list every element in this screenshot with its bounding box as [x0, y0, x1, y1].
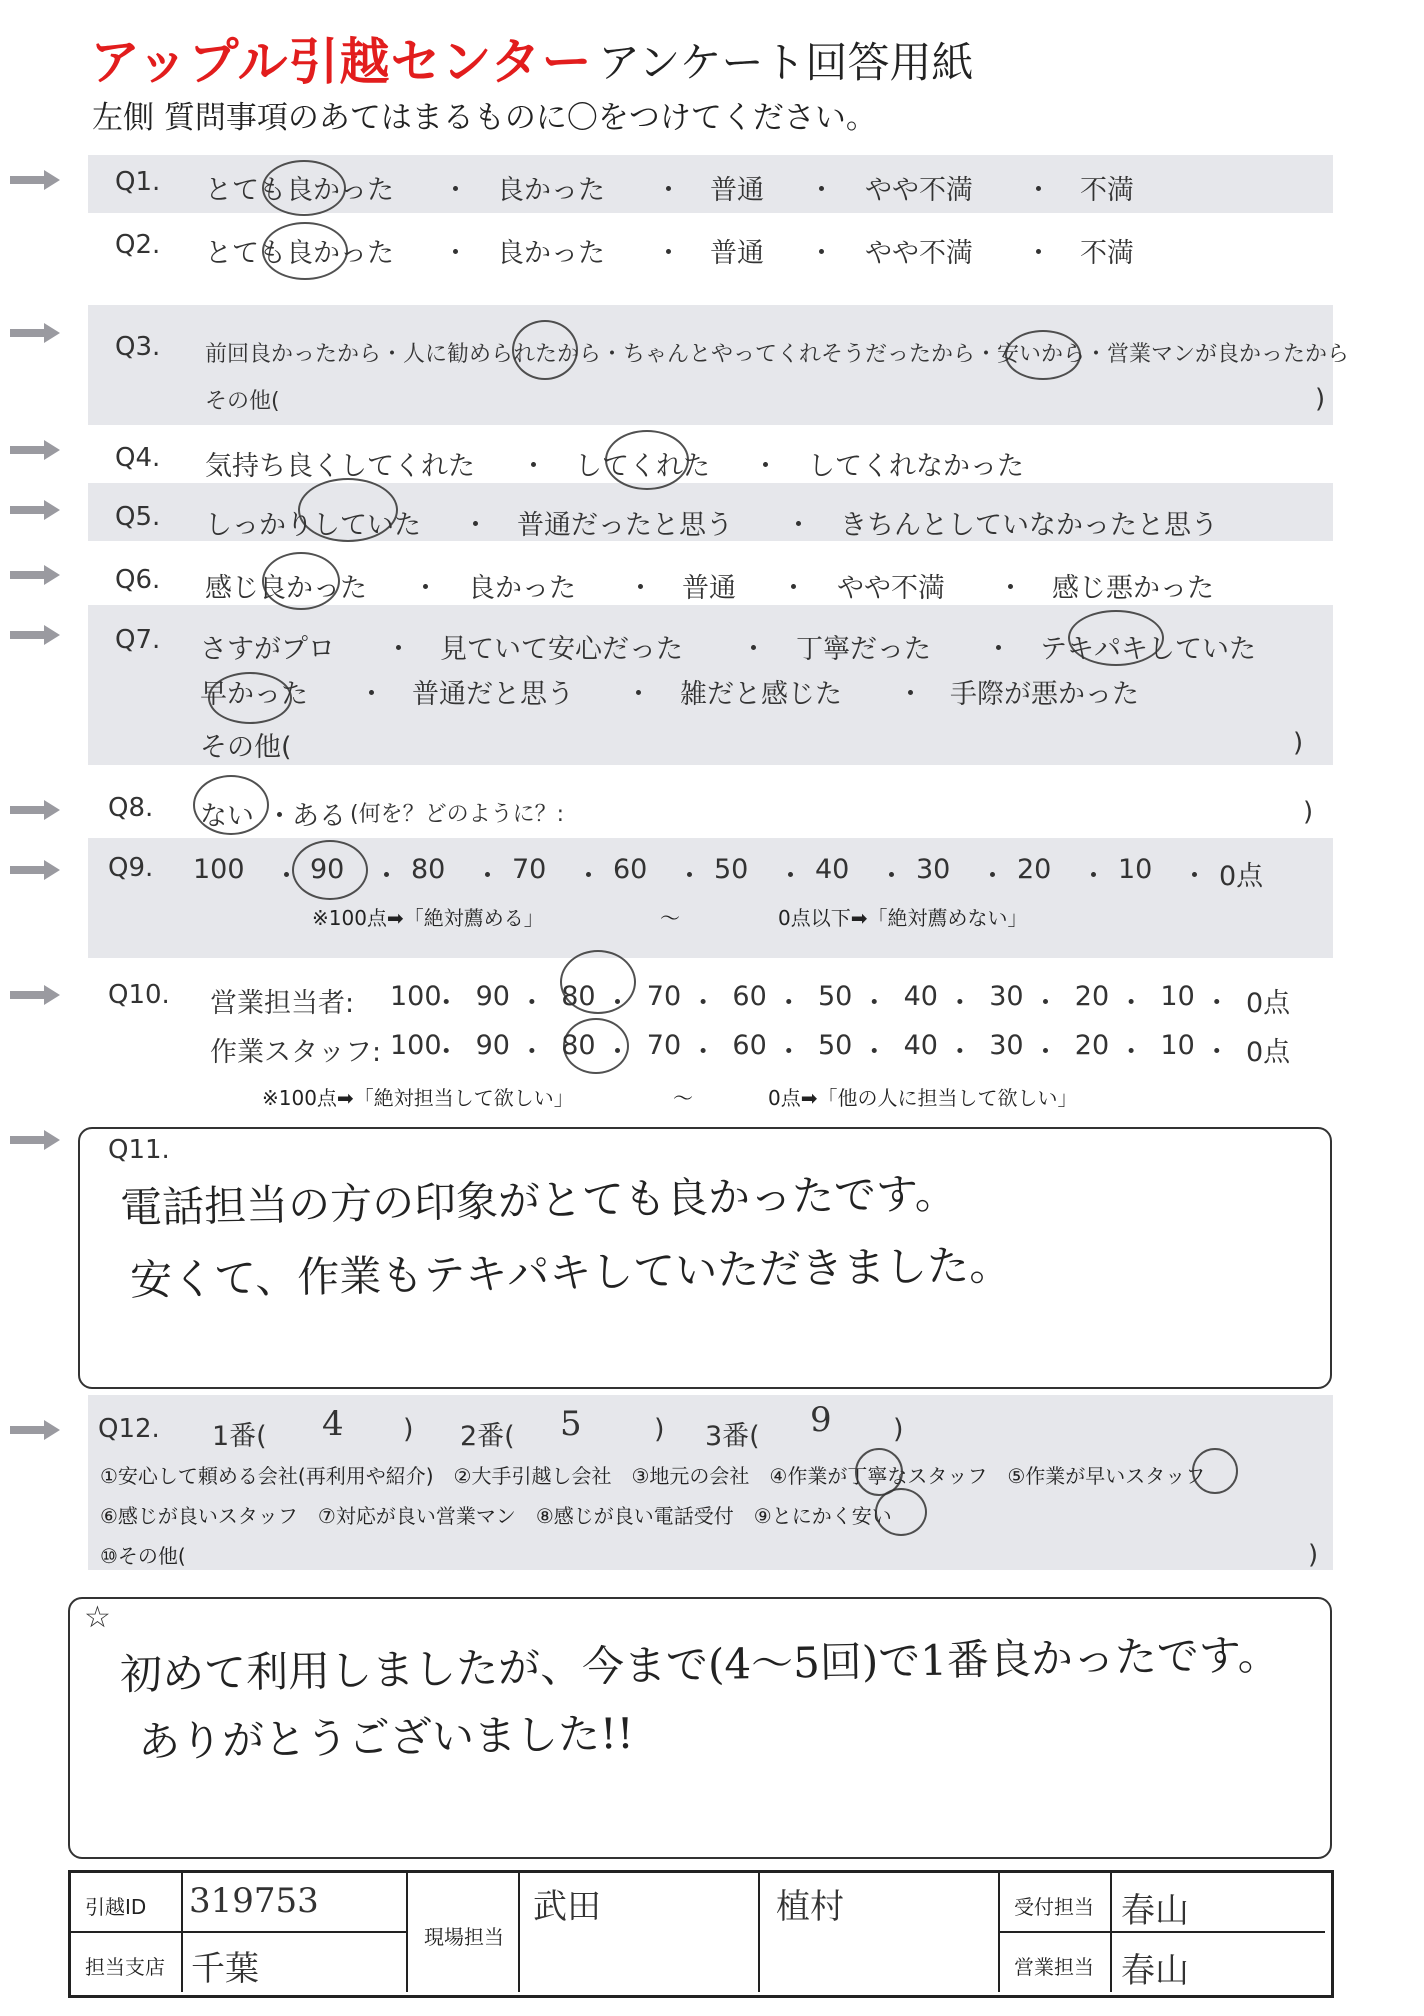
- q10-sep: ・: [1203, 988, 1231, 1019]
- q2-opt-4[interactable]: やや不満: [865, 238, 973, 269]
- q10-sep: ・: [518, 988, 546, 1019]
- q6-sep: ・: [997, 573, 1024, 604]
- q10-staff-label: 作業スタッフ:: [210, 1037, 382, 1068]
- q6-label: Q6.: [115, 565, 161, 595]
- q10-sep: ・: [1117, 1037, 1145, 1068]
- id-label: 引越ID: [85, 1895, 147, 1919]
- answer-circle: [262, 552, 340, 610]
- q11-answer-line2: 安くて、作業もテキパキしていただきました。: [129, 1240, 1012, 1305]
- q1-label: Q1.: [115, 167, 161, 197]
- brand-title: アップル引越センター: [90, 33, 593, 91]
- q2-sep: ・: [1025, 238, 1052, 269]
- q9-sep: ・: [273, 861, 300, 892]
- margin-arrow-icon: [10, 500, 60, 520]
- q7-sep: ・: [897, 679, 924, 710]
- q7-opt-pro[interactable]: さすがプロ: [200, 634, 335, 665]
- q2-opt-2[interactable]: 良かった: [497, 238, 605, 269]
- q10-sep: ・: [689, 988, 717, 1019]
- comment-line1: 初めて利用しましたが、今まで(4〜5回)で1番良かったです。: [119, 1629, 1280, 1700]
- q10-score[interactable]: 50: [818, 1030, 853, 1061]
- q10-label: Q10.: [108, 980, 170, 1010]
- q9-score-30[interactable]: 30: [916, 854, 951, 885]
- q10-score[interactable]: 40: [903, 981, 938, 1012]
- answer-circle: [262, 160, 346, 216]
- q9-score-0[interactable]: 0点: [1219, 861, 1264, 892]
- id-value: 319753: [189, 1881, 319, 1921]
- q10-score[interactable]: 70: [646, 1030, 682, 1061]
- q10-sep: ・: [860, 1037, 888, 1068]
- q7-opt-zatsu[interactable]: 雑だと感じた: [680, 679, 842, 710]
- q11-answer-line1: 電話担当の方の印象がとても良かったです。: [119, 1168, 958, 1233]
- q7-sep: ・: [740, 634, 767, 665]
- q12-rank1-label: 1番(: [212, 1421, 267, 1452]
- margin-arrow-icon: [10, 985, 60, 1005]
- answer-circle: [560, 950, 636, 1014]
- q10-score[interactable]: 100: [390, 1030, 442, 1061]
- q6-sep: ・: [627, 573, 654, 604]
- q10-sep: ・: [604, 1037, 631, 1068]
- q2-sep: ・: [442, 238, 469, 269]
- q9-score-70[interactable]: 70: [512, 854, 547, 885]
- q12-choices-line2: ⑥感じが良いスタッフ ⑦対応が良い営業マン ⑧感じが良い電話受付 ⑨とにかく安い: [100, 1504, 892, 1528]
- answer-circle: [1192, 1448, 1238, 1494]
- q7-close-paren: ): [1293, 728, 1304, 758]
- q10-score[interactable]: 70: [646, 981, 682, 1012]
- q2-opt-3[interactable]: 普通: [710, 238, 764, 269]
- margin-arrow-icon: [10, 860, 60, 880]
- q9-label: Q9.: [108, 853, 154, 883]
- q7-opt-tekipaki[interactable]: テキパキしていた: [1040, 634, 1256, 665]
- q9-sep: ・: [676, 861, 703, 892]
- q12-rank3-label: 3番(: [705, 1421, 760, 1452]
- q4-sep: ・: [520, 451, 547, 482]
- q7-sep: ・: [358, 679, 385, 710]
- margin-arrow-icon: [10, 625, 60, 645]
- q4-sep: ・: [752, 451, 779, 482]
- q8-label: Q8.: [108, 793, 154, 823]
- q8-opt-aru[interactable]: ある: [292, 801, 346, 832]
- q12-rank2-value[interactable]: 5: [560, 1404, 582, 1444]
- q12-close-paren: ): [403, 1414, 414, 1445]
- instruction-text: 左側 質問事項のあてはまるものに〇をつけてください。: [92, 100, 877, 136]
- q8-close-paren: ): [1303, 797, 1314, 827]
- q9-sep: ・: [979, 861, 1006, 892]
- q10-score[interactable]: 20: [1074, 1030, 1110, 1061]
- answer-circle: [1068, 610, 1164, 666]
- q10-score[interactable]: 30: [989, 1030, 1024, 1061]
- q5-opt-3[interactable]: きちんとしていなかったと思う: [840, 510, 1218, 541]
- q10-sep: ・: [432, 988, 460, 1019]
- q1-sep: ・: [1025, 175, 1052, 206]
- branch-value: 千葉: [191, 1949, 259, 1989]
- q10-score[interactable]: 0点: [1246, 988, 1291, 1019]
- q1-opt-3[interactable]: 普通: [710, 175, 764, 206]
- answer-circle: [292, 840, 368, 900]
- branch-label: 担当支店: [85, 1955, 165, 1979]
- sales-value: 春山: [1121, 1951, 1189, 1991]
- answer-circle: [208, 672, 292, 724]
- q10-score[interactable]: 10: [1160, 1030, 1195, 1061]
- q12-rank1-value[interactable]: 4: [322, 1404, 344, 1444]
- q10-score[interactable]: 60: [732, 1030, 767, 1061]
- q10-score[interactable]: 30: [989, 981, 1024, 1012]
- q9-sep: ・: [777, 861, 804, 892]
- q10-score[interactable]: 90: [475, 1030, 510, 1061]
- answer-circle: [605, 430, 689, 490]
- q10-sales-label: 営業担当者:: [210, 988, 355, 1019]
- margin-arrow-icon: [10, 565, 60, 585]
- q12-rank2-label: 2番(: [460, 1421, 515, 1452]
- q7-opt-teinei[interactable]: 丁寧だった: [796, 634, 931, 665]
- q10-sep: ・: [518, 1037, 546, 1068]
- answer-circle: [563, 1018, 629, 1074]
- q10-sep: ・: [1203, 1037, 1231, 1068]
- margin-arrow-icon: [10, 170, 60, 190]
- q2-sep: ・: [655, 238, 682, 269]
- q12-close-paren: ): [654, 1414, 665, 1445]
- q10-note-left: ※100点➡「絶対担当して欲しい」: [262, 1086, 574, 1110]
- q2-sep: ・: [808, 238, 835, 269]
- q2-opt-1[interactable]: とても良かった: [205, 238, 394, 269]
- q5-sep: ・: [462, 510, 489, 541]
- q7-sep: ・: [625, 679, 652, 710]
- q10-sep: ・: [1117, 988, 1145, 1019]
- q10-sep: ・: [1032, 988, 1059, 1019]
- q10-sep: ・: [946, 988, 974, 1019]
- q10-sep: ・: [1032, 1037, 1059, 1068]
- answer-circle: [875, 1488, 927, 1536]
- q3-options-line[interactable]: 前回良かったから・人に勧められたから・ちゃんとやってくれそうだったから・安いから・営業マンが良かったから: [205, 342, 1350, 367]
- q1-sep: ・: [655, 175, 682, 206]
- q12-rank3-value[interactable]: 9: [810, 1400, 832, 1440]
- q2-label: Q2.: [115, 230, 161, 260]
- q1-opt-1[interactable]: とても良かった: [205, 175, 394, 206]
- q5-sep: ・: [785, 510, 812, 541]
- q9-score-40[interactable]: 40: [815, 854, 850, 885]
- answer-circle: [1005, 330, 1081, 380]
- q7-label: Q7.: [115, 625, 161, 655]
- margin-arrow-icon: [10, 800, 60, 820]
- q6-opt-2[interactable]: 良かった: [468, 573, 576, 604]
- q10-score[interactable]: 20: [1074, 981, 1110, 1012]
- q6-sep: ・: [780, 573, 807, 604]
- footer-info-table: [68, 1870, 1334, 1998]
- q9-score-10[interactable]: 10: [1118, 854, 1153, 885]
- q9-sep: ・: [1080, 861, 1107, 892]
- margin-arrow-icon: [10, 440, 60, 460]
- q1-sep: ・: [442, 175, 469, 206]
- q9-score-50[interactable]: 50: [714, 854, 749, 885]
- q9-sep: ・: [474, 861, 501, 892]
- reception-label: 受付担当: [1014, 1895, 1094, 1919]
- q12-choices-line1: ①安心して頼める会社(再利用や紹介) ②大手引越し会社 ③地元の会社 ④作業が丁寧なスタッフ ⑤作業が早いスタッフ: [100, 1464, 1206, 1488]
- margin-arrow-icon: [10, 323, 60, 343]
- q9-score-20[interactable]: 20: [1017, 854, 1052, 885]
- q10-sep: ・: [432, 1037, 460, 1068]
- reception-value: 春山: [1121, 1891, 1189, 1931]
- q10-note-right: 0点➡「他の人に担当して欲しい」: [768, 1086, 1078, 1110]
- q7-opt-futsu[interactable]: 普通だと思う: [412, 679, 574, 710]
- q10-score[interactable]: 80: [561, 1030, 596, 1061]
- q7-other[interactable]: その他(: [200, 732, 292, 763]
- q12-label: Q12.: [98, 1414, 160, 1444]
- q4-opt-1[interactable]: 気持ち良くしてくれた: [205, 451, 475, 482]
- answer-circle: [298, 478, 398, 542]
- q10-sep: ・: [775, 1037, 803, 1068]
- q10-sep: ・: [775, 988, 803, 1019]
- q10-score[interactable]: 60: [732, 981, 767, 1012]
- answer-circle: [262, 222, 348, 280]
- q1-opt-5[interactable]: 不満: [1080, 175, 1134, 206]
- q7-opt-anshin[interactable]: 見ていて安心だった: [440, 634, 683, 665]
- site-staff1: 武田: [533, 1887, 601, 1927]
- q3-label: Q3.: [115, 332, 161, 362]
- q12-close-paren: ): [893, 1414, 904, 1445]
- q10-score[interactable]: 40: [903, 1030, 938, 1061]
- star-icon: ☆: [84, 1600, 111, 1635]
- q5-opt-1[interactable]: しっかりしていた: [205, 510, 421, 541]
- q10-sep: ・: [946, 1037, 974, 1068]
- sales-label: 営業担当: [1014, 1955, 1094, 1979]
- q10-score[interactable]: 90: [475, 981, 510, 1012]
- q12-other-close: ): [1308, 1540, 1319, 1570]
- q11-label: Q11.: [108, 1135, 170, 1165]
- q7-opt-hayai[interactable]: 早かった: [200, 679, 308, 710]
- q5-label: Q5.: [115, 502, 161, 532]
- q4-opt-2[interactable]: してくれた: [575, 451, 710, 482]
- q4-opt-3[interactable]: してくれなかった: [808, 451, 1024, 482]
- q9-sep: ・: [373, 861, 400, 892]
- form-subtitle: アンケート回答用紙: [598, 38, 974, 87]
- q4-label: Q4.: [115, 443, 161, 473]
- site-label: 現場担当: [424, 1925, 504, 1949]
- comment-line2: ありがとうございました!!: [137, 1708, 635, 1767]
- q9-sep: ・: [575, 861, 602, 892]
- q8-sep: ・: [266, 801, 293, 832]
- q6-sep: ・: [412, 573, 439, 604]
- q9-sep: ・: [878, 861, 905, 892]
- q2-opt-5[interactable]: 不満: [1080, 238, 1134, 269]
- q9-sep: ・: [1181, 861, 1208, 892]
- q9-note-mid: ～: [660, 906, 680, 930]
- q3-close-paren: ): [1315, 384, 1326, 414]
- q6-opt-3[interactable]: 普通: [682, 573, 736, 604]
- q9-score-100[interactable]: 100: [193, 854, 245, 885]
- q9-score-60[interactable]: 60: [613, 854, 648, 885]
- q9-note-left: ※100点➡「絶対薦める」: [312, 906, 544, 930]
- q6-opt-5[interactable]: 感じ悪かった: [1052, 573, 1214, 604]
- q6-opt-1[interactable]: 感じ良かった: [205, 573, 367, 604]
- q5-opt-2[interactable]: 普通だったと思う: [517, 510, 733, 541]
- q9-score-90[interactable]: 90: [310, 854, 345, 885]
- q8-opt-nai[interactable]: ない: [200, 801, 254, 832]
- q10-sep: ・: [604, 988, 631, 1019]
- q10-score[interactable]: 0点: [1246, 1037, 1291, 1068]
- q8-hint: (何を？どのように？:: [350, 802, 564, 827]
- answer-circle: [512, 320, 578, 380]
- q10-note-mid: ～: [673, 1086, 693, 1110]
- answer-circle: [193, 775, 269, 835]
- margin-arrow-icon: [10, 1130, 60, 1150]
- q1-opt-4[interactable]: やや不満: [865, 175, 973, 206]
- q10-score[interactable]: 50: [818, 981, 853, 1012]
- q10-score[interactable]: 100: [390, 981, 442, 1012]
- q7-sep: ・: [985, 634, 1012, 665]
- q3-other[interactable]: その他(: [205, 389, 280, 414]
- q1-opt-2[interactable]: 良かった: [497, 175, 605, 206]
- q10-score[interactable]: 80: [561, 981, 596, 1012]
- margin-arrow-icon: [10, 1420, 60, 1440]
- q10-score[interactable]: 10: [1160, 981, 1195, 1012]
- q6-opt-4[interactable]: やや不満: [837, 573, 945, 604]
- q9-note-right: 0点以下➡「絶対薦めない」: [778, 906, 1028, 930]
- q7-sep: ・: [385, 634, 412, 665]
- q7-opt-tegiwa[interactable]: 手際が悪かった: [950, 679, 1139, 710]
- q10-sep: ・: [860, 988, 888, 1019]
- site-staff2: 植村: [776, 1887, 844, 1927]
- q12-choices-other: ⑩その他(: [100, 1544, 186, 1568]
- q9-score-80[interactable]: 80: [411, 854, 446, 885]
- q1-sep: ・: [808, 175, 835, 206]
- q10-sep: ・: [689, 1037, 717, 1068]
